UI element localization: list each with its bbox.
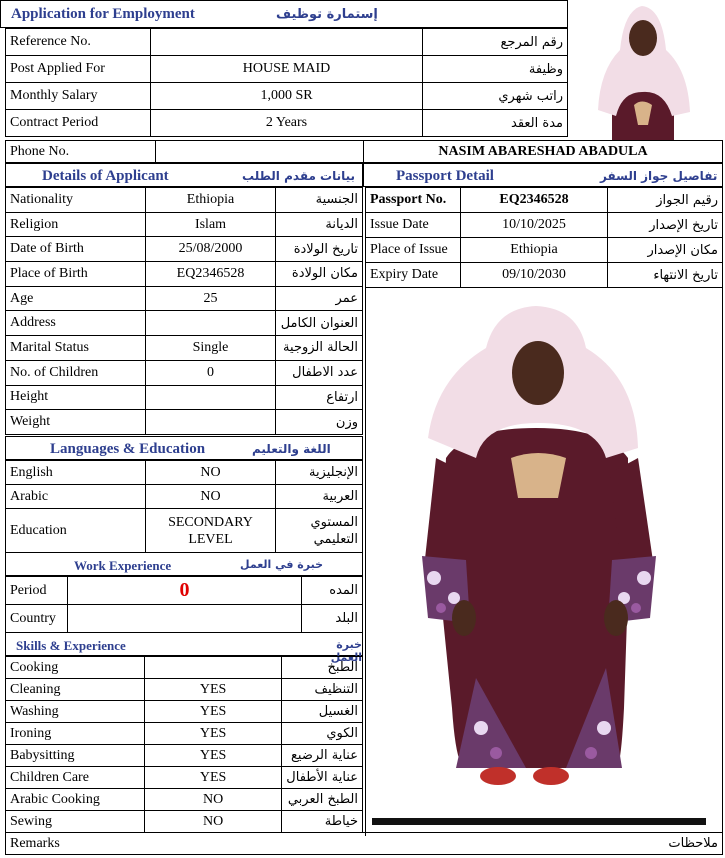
skill-row (6, 767, 363, 789)
work-row (6, 577, 363, 605)
applicant-row (6, 212, 363, 237)
top-row (6, 110, 568, 137)
skill-row-label: Sewing (6, 811, 145, 833)
small-photo (590, 0, 695, 140)
passport-row (366, 188, 723, 213)
applicant-row-label-ar: الديانة (276, 212, 363, 237)
applicant-row-label-ar: ارتفاع (276, 385, 363, 410)
top-info-table (5, 28, 568, 137)
applicant-row (6, 262, 363, 287)
education-label: Education (6, 509, 146, 553)
passport-row-value[interactable]: EQ2346528 (461, 188, 608, 213)
passport-row-label-ar: مكان الإصدار (608, 238, 723, 263)
skill-row-label: Ironing (6, 723, 145, 745)
applicant-row-label-ar: الحالة الزوجية (276, 336, 363, 361)
top-row (6, 83, 568, 110)
education-row (6, 509, 363, 553)
passport-row-value[interactable]: 10/10/2025 (461, 213, 608, 238)
applicant-row-label: Weight (6, 410, 146, 435)
languages-table (5, 460, 363, 553)
skill-row-value[interactable]: YES (144, 701, 281, 723)
education-value-line2: LEVEL (188, 531, 233, 547)
work-row-label-ar: المده (302, 577, 363, 605)
skill-row-label: Washing (6, 701, 145, 723)
passport-row (366, 263, 723, 288)
applicant-row-label-ar: عدد الاطفال (276, 360, 363, 385)
phone-label: Phone No. (6, 141, 156, 163)
applicant-row-label: Religion (6, 212, 146, 237)
passport-table (365, 187, 723, 288)
applicant-row-label-ar: العنوان الكامل (276, 311, 363, 336)
remarks-table (5, 832, 723, 855)
top-row-label-ar: رقم المرجع (423, 29, 568, 56)
top-row (6, 56, 568, 83)
applicant-row-label: Address (6, 311, 146, 336)
skill-row-label: Children Care (6, 767, 145, 789)
applicant-row-label: Date of Birth (6, 237, 146, 262)
work-row (6, 605, 363, 633)
top-row-label-ar: راتب شهري (423, 83, 568, 110)
work-section-title-en: Work Experience (74, 558, 172, 573)
skill-row (6, 745, 363, 767)
applicant-row-label: Marital Status (6, 336, 146, 361)
passport-row-label-ar: تاريخ الإصدار (608, 213, 723, 238)
top-row (6, 29, 568, 56)
skill-row-label-ar: الطبخ (282, 657, 363, 679)
skill-row-label-ar: الطبخ العربي (282, 789, 363, 811)
work-section-title-ar: خبرة في العمل (240, 558, 324, 571)
skill-row-value[interactable]: NO (144, 789, 281, 811)
skill-row-label-ar: التنظيف (282, 679, 363, 701)
applicant-row-label: Place of Birth (6, 262, 146, 287)
languages-section-title-en: Languages & Education (50, 441, 206, 457)
applicant-row-value[interactable] (146, 385, 276, 410)
skill-row-label-ar: الغسيل (282, 701, 363, 723)
skill-row-value[interactable]: YES (144, 679, 281, 701)
language-row-label: Arabic (6, 485, 146, 509)
applicant-row (6, 237, 363, 262)
applicant-row-label-ar: تاريخ الولادة (276, 237, 363, 262)
applicant-row (6, 410, 363, 435)
language-row-label-ar: العربية (276, 485, 363, 509)
applicant-row-label: No. of Children (6, 360, 146, 385)
applicant-row-label-ar: الجنسية (276, 188, 363, 213)
portrait-full-image (366, 288, 724, 836)
form-title-en: Application for Employment (11, 6, 195, 22)
skill-row-label: Cooking (6, 657, 145, 679)
passport-row-value[interactable]: Ethiopia (461, 238, 608, 263)
language-row-label-ar: الإنجليزية (276, 461, 363, 485)
large-photo (365, 288, 723, 836)
applicant-row (6, 286, 363, 311)
top-row-label: Monthly Salary (6, 83, 151, 110)
education-value-line1: SECONDARY (168, 514, 253, 530)
passport-row-label-ar: رقيم الجواز (608, 188, 723, 213)
applicant-row (6, 385, 363, 410)
work-table (5, 576, 363, 633)
applicant-section-header (5, 163, 363, 187)
applicant-row-value[interactable] (146, 410, 276, 435)
skill-row-label: Arabic Cooking (6, 789, 145, 811)
skills-section-header (5, 632, 363, 664)
form-header (0, 0, 568, 28)
skill-row-label-ar: خياطة (282, 811, 363, 833)
languages-section-title-ar: اللغة والتعليم (252, 442, 331, 456)
language-row (6, 485, 363, 509)
passport-row-label: Passport No. (366, 188, 461, 213)
form-title-ar: إستمارة توظيف (276, 7, 378, 22)
language-row-value[interactable]: NO (146, 485, 276, 509)
passport-section-title-ar: تفاصيل جواز السفر (600, 169, 718, 183)
skill-row-value[interactable]: NO (144, 811, 281, 833)
work-row-value[interactable] (68, 605, 302, 633)
passport-row-label-ar: تاريخ الانتهاء (608, 263, 723, 288)
language-row-label: English (6, 461, 146, 485)
languages-section-header (5, 436, 363, 460)
skill-row (6, 657, 363, 679)
applicant-row-label-ar: مكان الولادة (276, 262, 363, 287)
passport-row-label: Expiry Date (366, 263, 461, 288)
passport-row-label: Place of Issue (366, 238, 461, 263)
skill-row-value[interactable] (144, 657, 281, 679)
applicant-row-label-ar: عمر (276, 286, 363, 311)
work-section-header (5, 552, 363, 576)
remarks-label: Remarks (6, 833, 365, 855)
skill-row-label-ar: عناية الرضيع (282, 745, 363, 767)
work-row-label-ar: البلد (302, 605, 363, 633)
skill-row (6, 723, 363, 745)
applicant-row (6, 188, 363, 213)
passport-row (366, 213, 723, 238)
applicant-section-title-ar: بيانات مقدم الطلب (242, 169, 356, 183)
portrait-small-image (590, 0, 695, 140)
applicant-row-value[interactable]: Ethiopia (146, 188, 276, 213)
applicant-row-value[interactable] (146, 311, 276, 336)
language-row (6, 461, 363, 485)
skills-table (5, 656, 363, 833)
applicant-row-value[interactable]: 0 (146, 360, 276, 385)
applicant-row (6, 311, 363, 336)
skill-row (6, 811, 363, 833)
applicant-row-value[interactable]: EQ2346528 (146, 262, 276, 287)
skills-section-title-ar: خبرة العمل (330, 638, 362, 664)
skill-row (6, 679, 363, 701)
applicant-row-label: Age (6, 286, 146, 311)
applicant-name: NASIM ABARESHAD ABADULA (364, 141, 723, 163)
top-row-value[interactable]: HOUSE MAID (151, 56, 423, 83)
skill-row-label: Cleaning (6, 679, 145, 701)
skill-row-value[interactable]: YES (144, 723, 281, 745)
skill-row-value[interactable]: YES (144, 767, 281, 789)
applicant-row-value[interactable]: Islam (146, 212, 276, 237)
work-row-label: Period (6, 577, 68, 605)
top-row-label: Contract Period (6, 110, 151, 137)
education-label-ar-line1: المستوي (310, 514, 358, 530)
applicant-section-title-en: Details of Applicant (42, 168, 169, 184)
top-row-value[interactable] (151, 29, 423, 56)
phone-value[interactable] (156, 141, 364, 163)
applicant-row-value[interactable]: Single (146, 336, 276, 361)
applicant-table (5, 187, 363, 435)
applicant-row-value[interactable]: 25 (146, 286, 276, 311)
work-row-value[interactable]: 0 (68, 577, 302, 605)
applicant-row-label: Height (6, 385, 146, 410)
top-row-label: Reference No. (6, 29, 151, 56)
top-row-label-ar: مدة العقد (423, 110, 568, 137)
work-row-label: Country (6, 605, 68, 633)
passport-row-value[interactable]: 09/10/2030 (461, 263, 608, 288)
passport-section-title-en: Passport Detail (396, 168, 494, 184)
passport-row (366, 238, 723, 263)
top-row-value[interactable]: 2 Years (151, 110, 423, 137)
phone-table (5, 140, 723, 163)
remarks-label-ar: ملاحظات (364, 833, 722, 855)
applicant-row (6, 360, 363, 385)
passport-row-label: Issue Date (366, 213, 461, 238)
skill-row-label: Babysitting (6, 745, 145, 767)
top-row-label-ar: وظيفة (423, 56, 568, 83)
skill-row-label-ar: عناية الأطفال (282, 767, 363, 789)
skill-row-value[interactable]: YES (144, 745, 281, 767)
applicant-row-label: Nationality (6, 188, 146, 213)
applicant-row-value[interactable]: 25/08/2000 (146, 237, 276, 262)
skill-row (6, 701, 363, 723)
applicant-row-label-ar: وزن (276, 410, 363, 435)
top-row-value[interactable]: 1,000 SR (151, 83, 423, 110)
skill-row (6, 789, 363, 811)
top-row-label: Post Applied For (6, 56, 151, 83)
language-row-value[interactable]: NO (146, 461, 276, 485)
applicant-row (6, 336, 363, 361)
education-label-ar-line2: التعليمي (313, 531, 358, 547)
passport-section-header (363, 163, 723, 187)
skill-row-label-ar: الكوي (282, 723, 363, 745)
skills-section-title-en: Skills & Experience (16, 638, 126, 653)
